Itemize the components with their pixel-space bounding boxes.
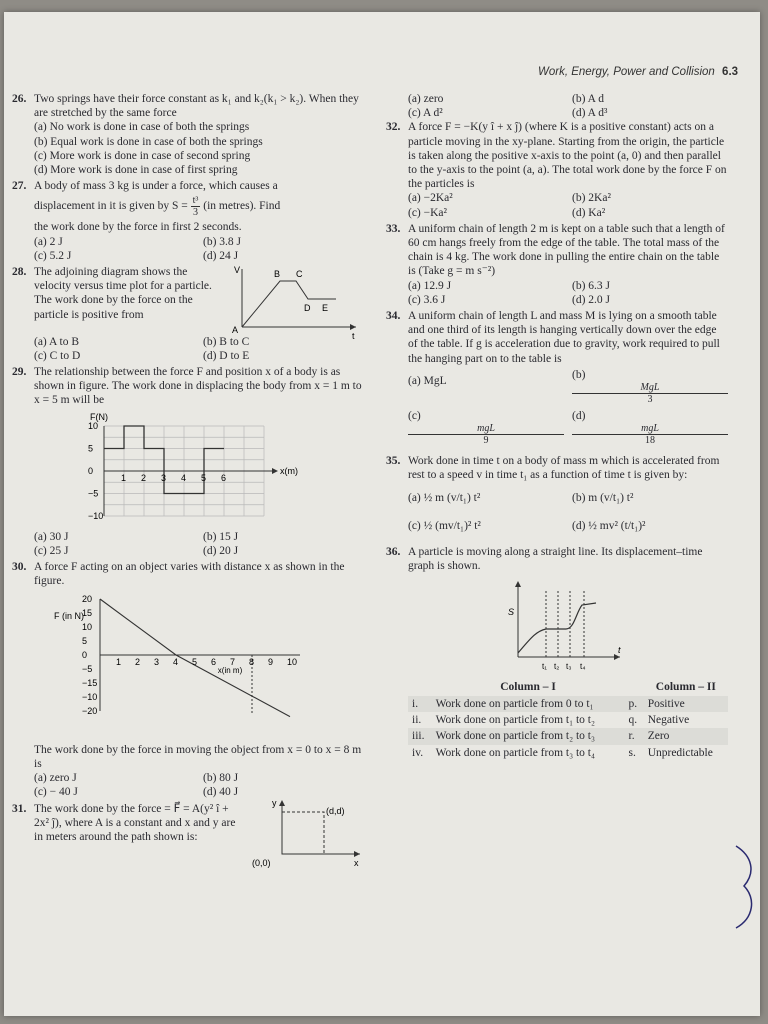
- column-1-cell: Work done on particle from t₃ to t₄: [435, 746, 596, 759]
- row-letter: r.: [625, 728, 644, 744]
- option-c: (c) 3.6 J: [408, 293, 446, 306]
- displacement-time-graph: [408, 573, 728, 673]
- y-tick-label: −15: [82, 677, 98, 688]
- tick-t2: t₂: [554, 662, 560, 672]
- path-diagram: [246, 796, 364, 868]
- question-text: A force F = −K(y î + x ĵ) (where K is a positive constant) acts on a particle moving in the xy-plane. Starting from the origin, the particle is taken along the positive x-axis to the point (a, 0) and then parallel to the y-axis to the point (a, a). The total work done by the force F on the particles is: [408, 121, 727, 191]
- row-letter: p.: [625, 696, 644, 712]
- axis-label-t: t: [352, 331, 355, 342]
- column-2-cell: Unpredictable: [647, 746, 713, 759]
- table-header: [408, 678, 728, 696]
- handwritten-bracket-mark: [732, 842, 760, 932]
- header-title: Work, Energy, Power and Collision: [538, 66, 715, 78]
- question-number: 29.: [12, 366, 27, 379]
- x-tick-label: 6: [221, 472, 227, 483]
- option-b: (b) m (v/t₁) t²: [572, 491, 634, 504]
- origin-label: (0,0): [252, 857, 271, 868]
- fraction-numerator: t³: [192, 195, 199, 207]
- fraction-denominator: 3: [193, 207, 198, 219]
- page-header: [538, 66, 738, 78]
- option-label: (b): [572, 368, 586, 381]
- option-c: (c) C to D: [34, 350, 81, 363]
- question-text: A uniform chain of length L and mass M is lying on a smooth table and one third of its length is hanging vertically down over the edge of the table. If g is acceleration due to gravity, work required to pull the hanging part on to the table is: [408, 310, 720, 365]
- fraction-numerator: mgL: [408, 423, 564, 435]
- y-tick-label: 0: [88, 465, 94, 476]
- force-distance-chart: [34, 589, 364, 739]
- column-1-cell: Work done on particle from t₂ to t₃: [432, 728, 625, 744]
- x-tick-label: 2: [135, 656, 141, 667]
- x-tick-label: 8: [249, 656, 255, 667]
- axis-label-x: x: [354, 857, 359, 868]
- point-e-label: E: [322, 303, 329, 314]
- axis-label-s: S: [508, 607, 515, 618]
- option-c: (c) A d²: [408, 107, 443, 120]
- column-1-header: Column – I: [500, 680, 556, 693]
- option-label: (d): [572, 410, 586, 423]
- option-a: (a) 2 J: [34, 235, 63, 248]
- question-34: [386, 309, 728, 447]
- option-a: (a) 12.9 J: [408, 279, 452, 292]
- fraction-numerator: mgL: [572, 423, 728, 435]
- column-2-cell: Positive: [644, 696, 728, 712]
- page-number: 6.3: [722, 66, 739, 78]
- x-tick-label: 4: [181, 472, 187, 483]
- column-2-cell: Negative: [647, 714, 690, 727]
- x-tick-label: 1: [116, 656, 122, 667]
- axis-label-y: y: [272, 797, 277, 808]
- tick-t4: t₄: [580, 662, 586, 672]
- question-26: [12, 92, 364, 177]
- option-d: (d) 24 J: [203, 249, 239, 262]
- x-tick-label: 3: [154, 656, 160, 667]
- option-c: (c) 25 J: [34, 545, 69, 558]
- question-text-line4: the work done by the force in first 2 seconds.: [34, 221, 242, 234]
- y-tick-label: 0: [82, 649, 88, 660]
- x-tick-label: 2: [141, 472, 147, 483]
- left-column: [12, 92, 364, 874]
- y-tick-label: 10: [88, 420, 99, 431]
- option-d: (d) 40 J: [203, 786, 239, 799]
- question-29: [12, 365, 364, 558]
- x-tick-label: 9: [268, 656, 274, 667]
- question-text: A particle is moving along a straight line. Its displacement–time graph is shown.: [408, 546, 703, 573]
- x-tick-label: 7: [230, 656, 236, 667]
- question-text: A force F acting on an object varies with distance x as shown in the figure.: [34, 561, 345, 588]
- option-b: (b) Equal work is done in case of both the springs: [34, 135, 263, 148]
- option-d: (d) Ka²: [572, 206, 606, 219]
- y-tick-label: −5: [82, 663, 93, 674]
- question-number: 26.: [12, 93, 27, 105]
- option-d: (d) D to E: [203, 350, 250, 363]
- question-32: [386, 120, 728, 219]
- x-tick-label: 10: [287, 656, 298, 667]
- question-text-line2: displacement in it is given by S =: [34, 200, 188, 213]
- point-d-label: D: [304, 303, 311, 314]
- y-tick-label: −20: [82, 705, 98, 716]
- option-b: [572, 368, 728, 405]
- y-axis-label: F(N): [90, 411, 108, 422]
- question-27: [12, 179, 364, 263]
- velocity-time-diagram: [230, 265, 360, 342]
- question-text: A uniform chain of length 2 m is kept on a table such that a length of 60 cm hangs freely from the edge of the table. The total mass of the chain is 4 kg. The work done in pulling the entire chain on the table is (Take g = m s⁻²): [408, 222, 725, 278]
- x-axis-arrow: [272, 468, 278, 474]
- option-b: (b) 80 J: [203, 772, 239, 785]
- x-tick-label: 3: [161, 472, 167, 483]
- question-33: [386, 222, 728, 307]
- x-tick-label: 1: [121, 472, 127, 483]
- y-tick-label: −10: [82, 691, 98, 702]
- option-a: (a) 30 J: [34, 530, 69, 543]
- row-number: ii.: [412, 714, 422, 727]
- x-tick-label: 6: [211, 656, 217, 667]
- column-1-cell: Work done on particle from t₁ to t₂: [435, 714, 596, 727]
- x-tick-label: 5: [192, 656, 198, 667]
- option-c: (c) 5.2 J: [34, 249, 72, 262]
- option-b: (b) 6.3 J: [572, 279, 611, 292]
- option-b: (b) 2Ka²: [572, 192, 611, 205]
- option-d: (d) 2.0 J: [572, 293, 611, 306]
- y-axis-label: F (in N): [54, 610, 84, 621]
- question-number: 30.: [12, 561, 27, 574]
- question-text: Work done in time t on a body of mass m which is accelerated from rest to a speed v in time t₁ as a function of time t is given by:: [408, 455, 720, 482]
- tick-t1: t₁: [542, 662, 547, 672]
- fraction-numerator: MgL: [572, 382, 728, 394]
- question-number: 31.: [12, 802, 27, 815]
- table-row: [408, 696, 728, 712]
- question-text-line1: A body of mass 3 kg is under a force, which causes a: [34, 180, 278, 193]
- option-d: [572, 409, 728, 446]
- point-c-label: C: [296, 269, 303, 280]
- point-b-label: B: [274, 269, 281, 280]
- option-b: (b) A d: [572, 93, 604, 105]
- option-a: (a) MgL: [408, 374, 447, 387]
- question-36: [386, 545, 728, 761]
- fraction-denominator: 3: [647, 394, 653, 406]
- y-tick-label: 15: [82, 607, 93, 618]
- fraction-denominator: 9: [483, 435, 489, 447]
- table-row: [408, 712, 728, 728]
- x-tick-label: 4: [173, 656, 179, 667]
- y-tick-label: 5: [88, 443, 94, 454]
- row-number: i.: [408, 696, 432, 712]
- question-number: 33.: [386, 222, 401, 235]
- option-a: (a) zero: [408, 93, 444, 105]
- matching-table: [408, 678, 728, 761]
- option-d: (d) 20 J: [203, 545, 239, 558]
- option-b: (b) 15 J: [203, 530, 239, 543]
- row-letter: q.: [628, 714, 638, 727]
- option-d: (d) ½ mv² (t/t₁)²: [572, 519, 646, 532]
- question-text: The relationship between the force F and position x of a body is as shown in figure. The work done in displacing the body from x = 1 m to x = 5 m will be: [34, 366, 362, 407]
- column-1-cell: Work done on particle from 0 to t₁: [432, 696, 625, 712]
- fraction-denominator: 18: [645, 435, 655, 447]
- y-tick-label: 10: [82, 621, 93, 632]
- option-a: (a) zero J: [34, 772, 77, 785]
- y-tick-label: −10: [88, 510, 104, 521]
- x-tick-label: 5: [201, 472, 207, 483]
- question-number: 28.: [12, 266, 27, 279]
- question-28: [12, 265, 364, 363]
- page: [4, 12, 760, 1016]
- column-2-header: Column – II: [655, 680, 716, 693]
- column-2-cell: Zero: [644, 728, 728, 744]
- option-c: (c) − 40 J: [34, 786, 78, 799]
- question-31: [12, 797, 364, 872]
- tick-t3: t₃: [566, 662, 572, 672]
- option-a: (a) −2Ka²: [408, 192, 453, 205]
- option-label: (c): [408, 410, 421, 423]
- option-b: (b) B to C: [203, 336, 250, 349]
- question-followup: The work done by the force in moving the object from x = 0 to x = 8 m is: [34, 743, 362, 771]
- question-text: The adjoining diagram shows the velocity versus time plot for a particle. The work done by the force on the particle is positive from: [34, 266, 212, 321]
- option-a: (a) ½ m (v/t₁) t²: [408, 491, 481, 504]
- option-c: (c) −Ka²: [408, 206, 447, 219]
- axis-label-t: t: [618, 645, 621, 656]
- option-d: (d) More work is done in case of first spring: [34, 164, 238, 177]
- table-row: [408, 728, 728, 744]
- option-c: (c) More work is done in case of second spring: [34, 149, 251, 162]
- table-row: [408, 745, 728, 761]
- question-text-line3: (in metres). Find: [203, 200, 281, 213]
- question-number: 27.: [12, 180, 27, 193]
- row-number: iii.: [408, 728, 432, 744]
- option-d: (d) A d³: [572, 107, 608, 120]
- question-text: The work done by the force = F⃗ = A(y² î + 2x² ĵ), where A is a constant and x and y are in meters around the path shown is:: [34, 802, 236, 844]
- y-tick-label: 20: [82, 593, 93, 604]
- question-number: 35.: [386, 455, 401, 468]
- x-axis-label: x(m): [280, 465, 298, 476]
- question-30: [12, 560, 364, 799]
- option-c: (c) ½ (mv/t₁)² t²: [408, 519, 481, 532]
- option-c: [408, 409, 564, 446]
- fraction: [191, 195, 201, 218]
- y-tick-label: −5: [88, 488, 99, 499]
- option-b: (b) 3.8 J: [203, 235, 242, 248]
- point-a-label: A: [232, 325, 239, 336]
- axis-label-v: V: [234, 265, 241, 276]
- question-text: Two springs have their force constant as k₁ and k₂(k₁ > k₂). When they are stretched by the same force: [34, 93, 359, 120]
- question-number: 32.: [386, 121, 401, 134]
- x-axis-label: x(in m): [217, 665, 243, 675]
- force-position-chart: [34, 408, 364, 526]
- right-column: [386, 92, 728, 763]
- corner-label: (d,d): [326, 805, 345, 816]
- row-number: iv.: [412, 746, 424, 759]
- question-31-options: [408, 92, 728, 120]
- y-tick-label: 5: [82, 635, 88, 646]
- question-35: [386, 454, 728, 533]
- option-a: (a) No work is done in case of both the springs: [34, 121, 250, 134]
- option-a: (a) A to B: [34, 336, 80, 349]
- question-number: 34.: [386, 310, 401, 323]
- row-letter: s.: [628, 746, 636, 759]
- question-number: 36.: [386, 546, 401, 559]
